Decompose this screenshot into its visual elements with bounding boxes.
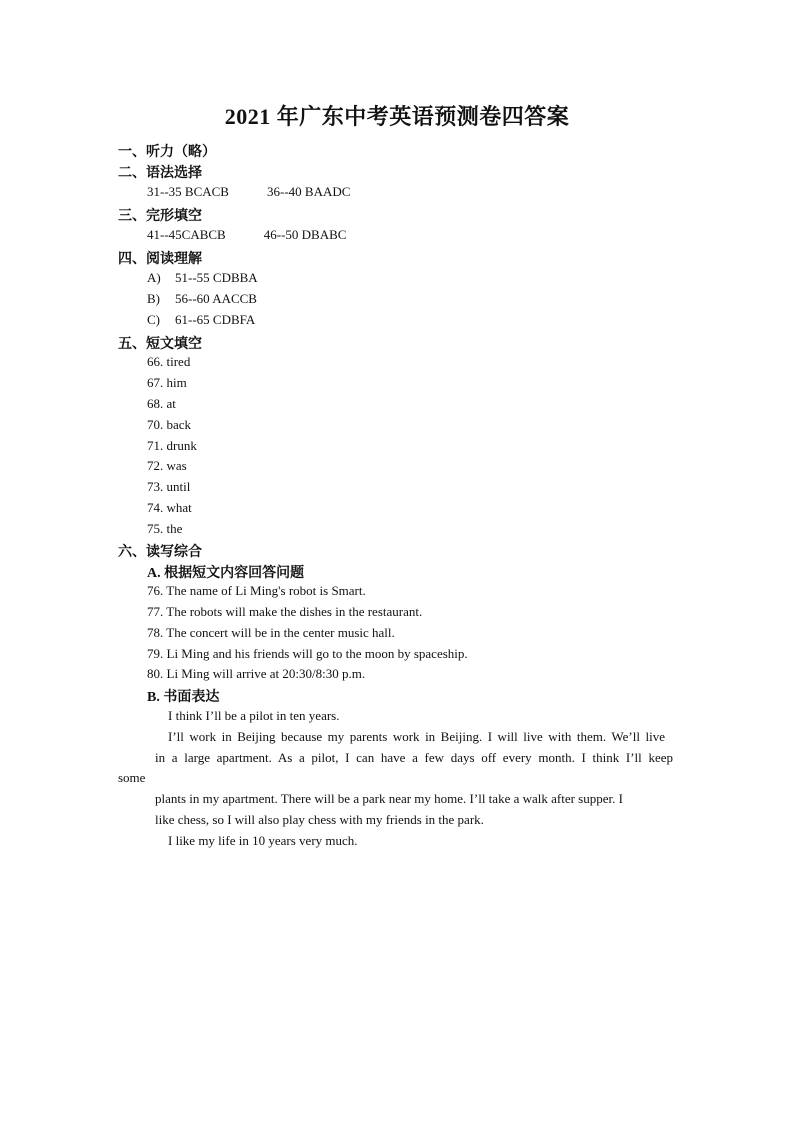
essay-line: I think I’ll be a pilot in ten years. [168, 708, 340, 723]
grammar-answer-b: 36--40 BAADC [266, 184, 351, 199]
cloze-answers [147, 227, 346, 243]
fill-answer: 72. was [147, 458, 187, 473]
essay-line: I’ll work in Beijing because my parents work in Beijing. I will live with them. We’ll live [168, 729, 665, 744]
reading-row-b [147, 291, 257, 307]
comprehension-answer: 76. The name of Li Ming's robot is Smart. [147, 583, 366, 598]
comprehension-answer: 77. The robots will make the dishes in the restaurant. [147, 604, 423, 619]
essay-line: like chess, so I will also play chess with my friends in the park. [155, 812, 484, 827]
essay-line: some [118, 770, 146, 785]
fill-answer: 75. the [147, 521, 183, 536]
grammar-answer-a: 31--35 BCACB [147, 184, 229, 199]
part-a-title: A. 根据短文内容回答问题 [147, 566, 305, 581]
reading-label-b: B) [147, 291, 160, 306]
essay-line: I like my life in 10 years very much. [168, 833, 358, 848]
reading-value-c: 61--65 CDBFA [175, 312, 256, 327]
comprehension-answer: 79. Li Ming and his friends will go to the moon by spaceship. [147, 646, 468, 661]
comprehension-answer: 80. Li Ming will arrive at 20:30/8:30 p.m. [147, 666, 366, 681]
section-cloze: 三、完形填空 [118, 209, 202, 224]
section-listening: 一、听力（略） [118, 145, 216, 160]
reading-label-c: C) [147, 312, 160, 327]
comprehension-answer: 78. The concert will be in the center music hall. [147, 625, 395, 640]
reading-value-a: 51--55 CDBBA [175, 270, 258, 285]
fill-answer: 74. what [147, 500, 192, 515]
fill-answer: 67. him [147, 375, 187, 390]
section-reading: 四、阅读理解 [118, 252, 202, 267]
fill-answer: 73. until [147, 479, 191, 494]
reading-label-a: A) [147, 270, 161, 285]
cloze-answer-b: 46--50 DBABC [263, 227, 347, 242]
page-title: 2021 年广东中考英语预测卷四答案 [224, 104, 570, 129]
part-b-title: B. 书面表达 [147, 690, 220, 705]
section-fill: 五、短文填空 [118, 337, 202, 352]
section-grammar: 二、语法选择 [118, 166, 202, 181]
fill-answer: 68. at [147, 396, 176, 411]
fill-answer: 70. back [147, 417, 192, 432]
grammar-answers [147, 184, 350, 200]
fill-answer: 66. tired [147, 354, 191, 369]
cloze-answer-a: 41--45CABCB [147, 227, 226, 242]
reading-row-a [147, 270, 258, 286]
reading-value-b: 56--60 AACCB [175, 291, 257, 306]
essay-line: plants in my apartment. There will be a park near my home. I’ll take a walk after supper. I [155, 791, 623, 806]
essay-line: in a large apartment. As a pilot, I can have a few days off every month. I think I’ll keep [155, 750, 673, 765]
section-comprehensive: 六、读写综合 [118, 545, 202, 560]
reading-row-c [147, 312, 255, 328]
fill-answer: 71. drunk [147, 438, 197, 453]
